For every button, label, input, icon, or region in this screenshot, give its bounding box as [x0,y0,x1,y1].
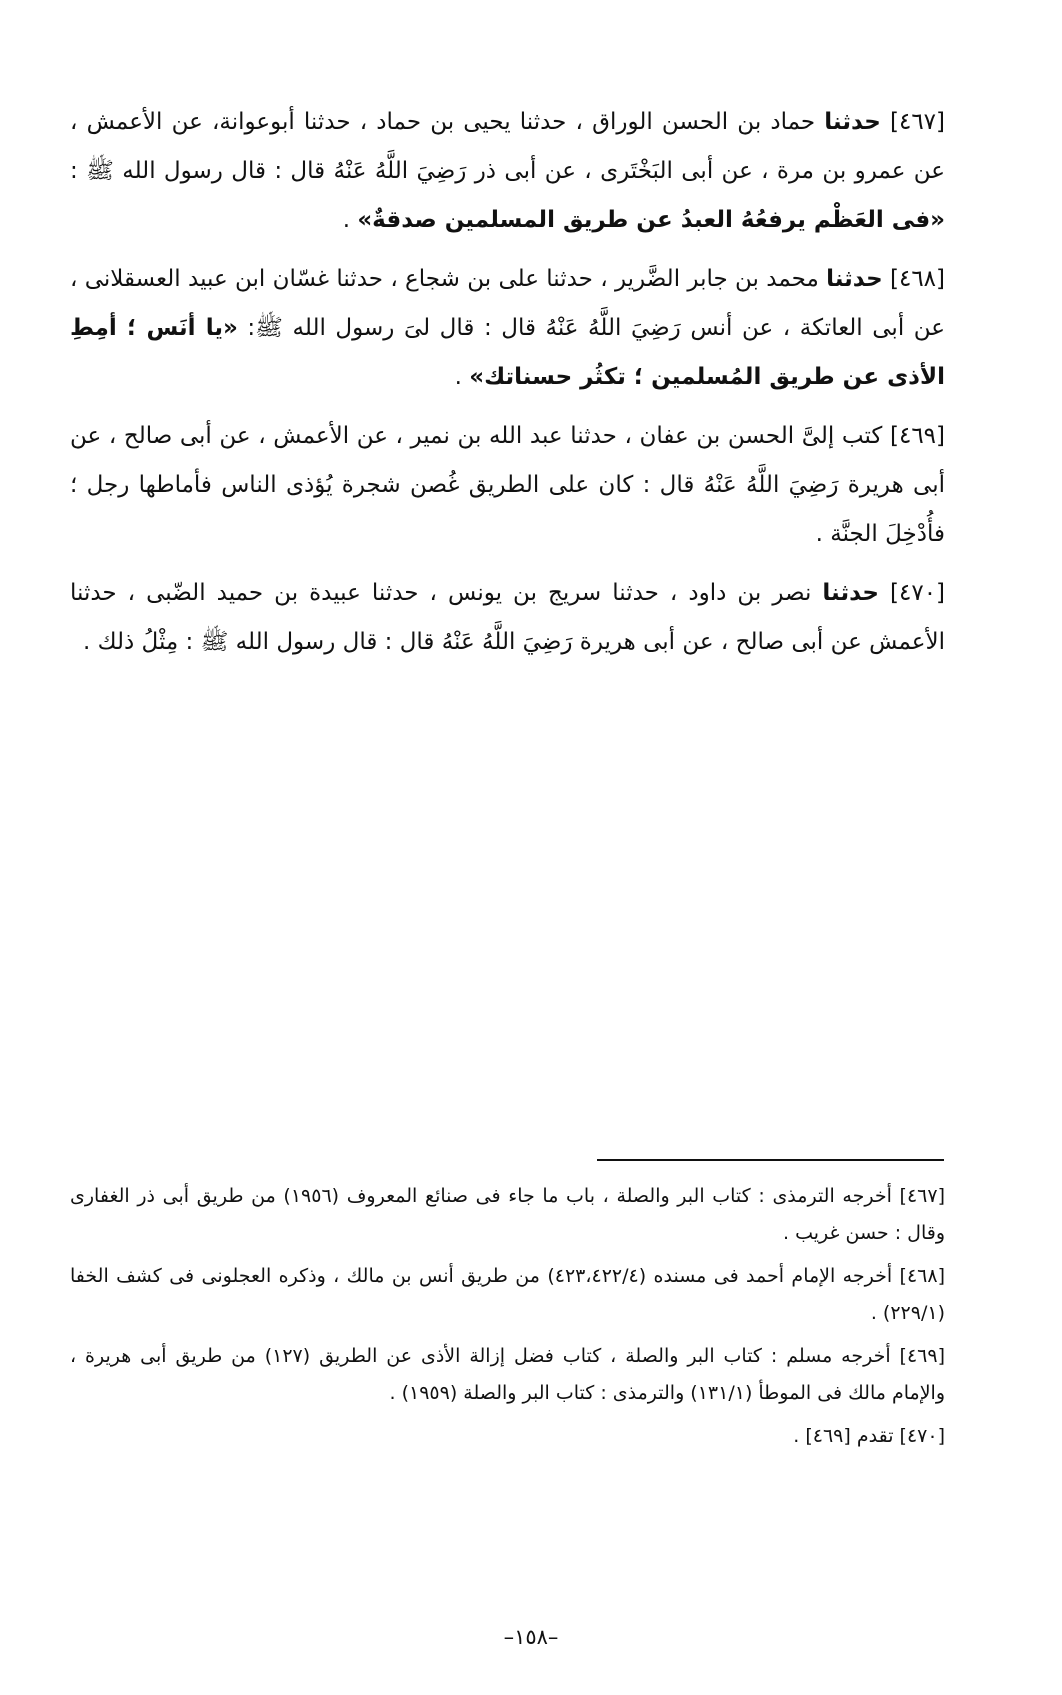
footnote-number: [٤٧٠] [899,1425,945,1447]
footnote-number: [٤٦٨] [899,1265,945,1287]
footnote-text: أخرجه الترمذى : كتاب البر والصلة ، باب ما جاء فى صنائع المعروف (١٩٥٦) من طريق أبى ذر الغفارى وقال : حسن غريب . [70,1185,945,1244]
hadith-lead-word: حدثنا [824,109,881,135]
hadith-paragraph-468 [70,255,945,402]
footnotes [70,1178,945,1461]
hadith-chain-text: كتب إلىَّ الحسن بن عفان ، حدثنا عبد الله بن نمير ، عن الأعمش ، عن أبى صالح ، عن أبى هريرة رَضِيَ اللَّهُ عَنْهُ قال : كان على الطريق غُصن شجرة يُؤذى الناس فأماطها رجل ؛ فأُدْخِلَ الجنَّة . [70,423,945,547]
hadith-paragraph-470 [70,569,945,667]
hadith-number: [٤٦٨] [889,266,946,292]
hadith-number: [٤٦٩] [889,423,946,449]
main-text [70,98,945,677]
footnote-469 [70,1338,945,1412]
hadith-tail: . [342,207,358,233]
hadith-number: [٤٧٠] [890,580,946,606]
footnote-467 [70,1178,945,1252]
footnote-separator [597,1159,944,1161]
footnote-text: أخرجه الإمام أحمد فى مسنده (٤٢٣،٤٢٢/٤) من طريق أنس بن مالك ، وذكره العجلونى فى كشف الخفا (٢٢٩/١) . [70,1265,945,1324]
footnote-number: [٤٦٩] [899,1345,945,1367]
hadith-number: [٤٦٧] [889,109,946,135]
page-number: –١٥٨– [503,1625,559,1649]
hadith-chain-text: محمد بن جابر الضَّرير ، حدثنا على بن شجاع ، حدثنا غسّان ابن عبيد العسقلانى ، عن أبى العاتكة ، عن أنس رَضِيَ اللَّهُ عَنْهُ قال : قال لىَ رسول الله ﷺ: [70,266,945,341]
footnote-470 [70,1418,945,1455]
footnote-text: أخرجه مسلم : كتاب البر والصلة ، كتاب فضل إزالة الأذى عن الطريق (١٢٧) من طريق أبى هريرة ، والإمام مالك فى الموطأ (١٣١/١) والترمذى : كتاب البر والصلة (١٩٥٩) . [70,1345,945,1404]
hadith-tail: . [454,364,470,390]
hadith-quote: «يا أنَس ؛ أمِطِ الأذى عن طريق المُسلمين ؛ تكثُر حسناتك» [70,315,945,390]
footnote-468 [70,1258,945,1332]
footnote-text: تقدم [٤٦٩] . [793,1425,894,1447]
hadith-chain-text: حماد بن الحسن الوراق ، حدثنا يحيى بن حماد ، حدثنا أبوعوانة، عن الأعمش ، عن عمرو بن مرة ، عن أبى البَخْتَرى ، عن أبى ذر رَضِيَ اللَّهُ عَنْهُ قال : قال رسول الله ﷺ : [70,109,945,184]
hadith-lead-word: حدثنا [826,266,883,292]
hadith-quote: «فى العَظْم يرفعُهُ العبدُ عن طريق المسلمين صدقةٌ» [357,207,945,233]
hadith-lead-word: حدثنا [822,580,879,606]
footnote-number: [٤٦٧] [899,1185,945,1207]
hadith-paragraph-467 [70,98,945,245]
hadith-chain-text: نصر بن داود ، حدثنا سريج بن يونس ، حدثنا عبيدة بن حميد الضّبى ، حدثنا الأعمش عن أبى صالح ، عن أبى هريرة رَضِيَ اللَّهُ عَنْهُ قال : قال رسول الله ﷺ : مِثْلُ ذلك . [70,580,945,655]
hadith-paragraph-469 [70,412,945,559]
